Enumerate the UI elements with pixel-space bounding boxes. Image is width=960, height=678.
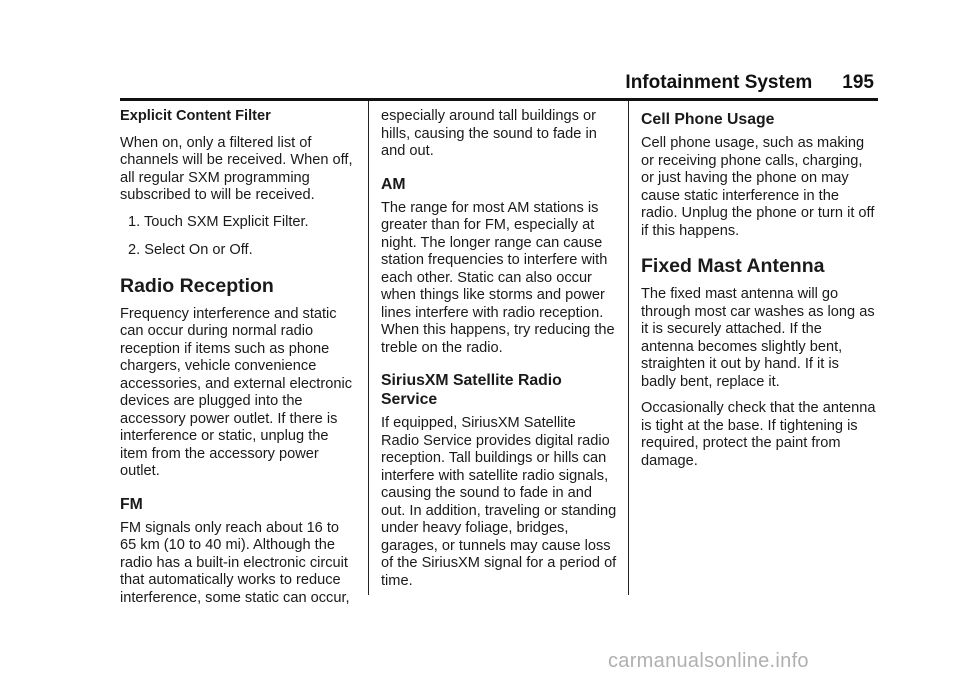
explicit-filter-steps bbox=[120, 214, 356, 260]
page-number: 195 bbox=[842, 72, 874, 93]
antenna-body-2: Occasionally check that the antenna is tight at the base. If tightening is required, protect the paint from damage. bbox=[641, 400, 876, 469]
watermark: carmanualsonline.info bbox=[608, 650, 809, 672]
fm-body-continued: especially around tall buildings or hills, causing the sound to fade in and out. bbox=[381, 108, 597, 159]
explicit-filter-subheading: Explicit Content Filter bbox=[120, 108, 271, 124]
explicit-filter-body: When on, only a filtered list of channels will be received. When off, all regular SXM programming subscribed to will be received. bbox=[120, 134, 353, 203]
radio-reception-heading: Radio Reception bbox=[120, 274, 274, 297]
column-divider-2 bbox=[628, 101, 629, 595]
column-3 bbox=[641, 108, 877, 479]
cell-phone-heading: Cell Phone Usage bbox=[641, 111, 775, 128]
step-item: 1. Touch SXM Explicit Filter. bbox=[128, 213, 309, 230]
siriusxm-body: If equipped, SiriusXM Satellite Radio Service provides digital radio reception. Tall buildings or hills can interfere with satellite radio signals, causing the sound to fade in and out. In addition, traveling or standing under heavy foliage, bridges, garages, or tunnels may cause loss of the SiriusXM signal for a period of time. bbox=[381, 415, 617, 589]
siriusxm-heading: SiriusXM Satellite Radio Service bbox=[381, 372, 562, 408]
header-rule bbox=[120, 98, 878, 101]
am-body: The range for most AM stations is greater than for FM, especially at night. The longer range can cause station frequencies to interfere with each other. Static can also occur when things like storms and power lines interfere with radio reception. When this happens, try reducing the treble on the radio. bbox=[381, 199, 615, 356]
column-2 bbox=[381, 108, 617, 599]
am-heading: AM bbox=[381, 175, 406, 193]
page-header bbox=[120, 70, 878, 94]
radio-reception-body: Frequency interference and static can occur during normal radio reception if items such as phone chargers, vehicle convenience accessories, and external electronic devices are plugged into the accessory power outlet. If there is interference or static, unplug the item from the accessory power outlet. bbox=[120, 305, 352, 479]
section-title: Infotainment System bbox=[625, 72, 813, 93]
fm-body: FM signals only reach about 16 to 65 km (10 to 40 mi). Although the radio has a built-in electronic circuit that automatically works to reduce interference, some static can occur, bbox=[120, 519, 350, 606]
antenna-heading: Fixed Mast Antenna bbox=[641, 255, 825, 277]
step-item: 2. Select On or Off. bbox=[128, 242, 253, 258]
column-divider-1 bbox=[368, 101, 369, 595]
cell-phone-body: Cell phone usage, such as making or receiving phone calls, charging, or just having the phone on may cause static interference in the radio. Unplug the phone or turn it off if this happens. bbox=[641, 135, 875, 239]
fm-heading: FM bbox=[120, 495, 143, 513]
antenna-body-1: The fixed mast antenna will go through most car washes as long as it is securely attached. If the antenna becomes slightly bent, straighten it out by hand. If it is badly bent, replace it. bbox=[641, 286, 875, 390]
column-1 bbox=[120, 108, 356, 616]
